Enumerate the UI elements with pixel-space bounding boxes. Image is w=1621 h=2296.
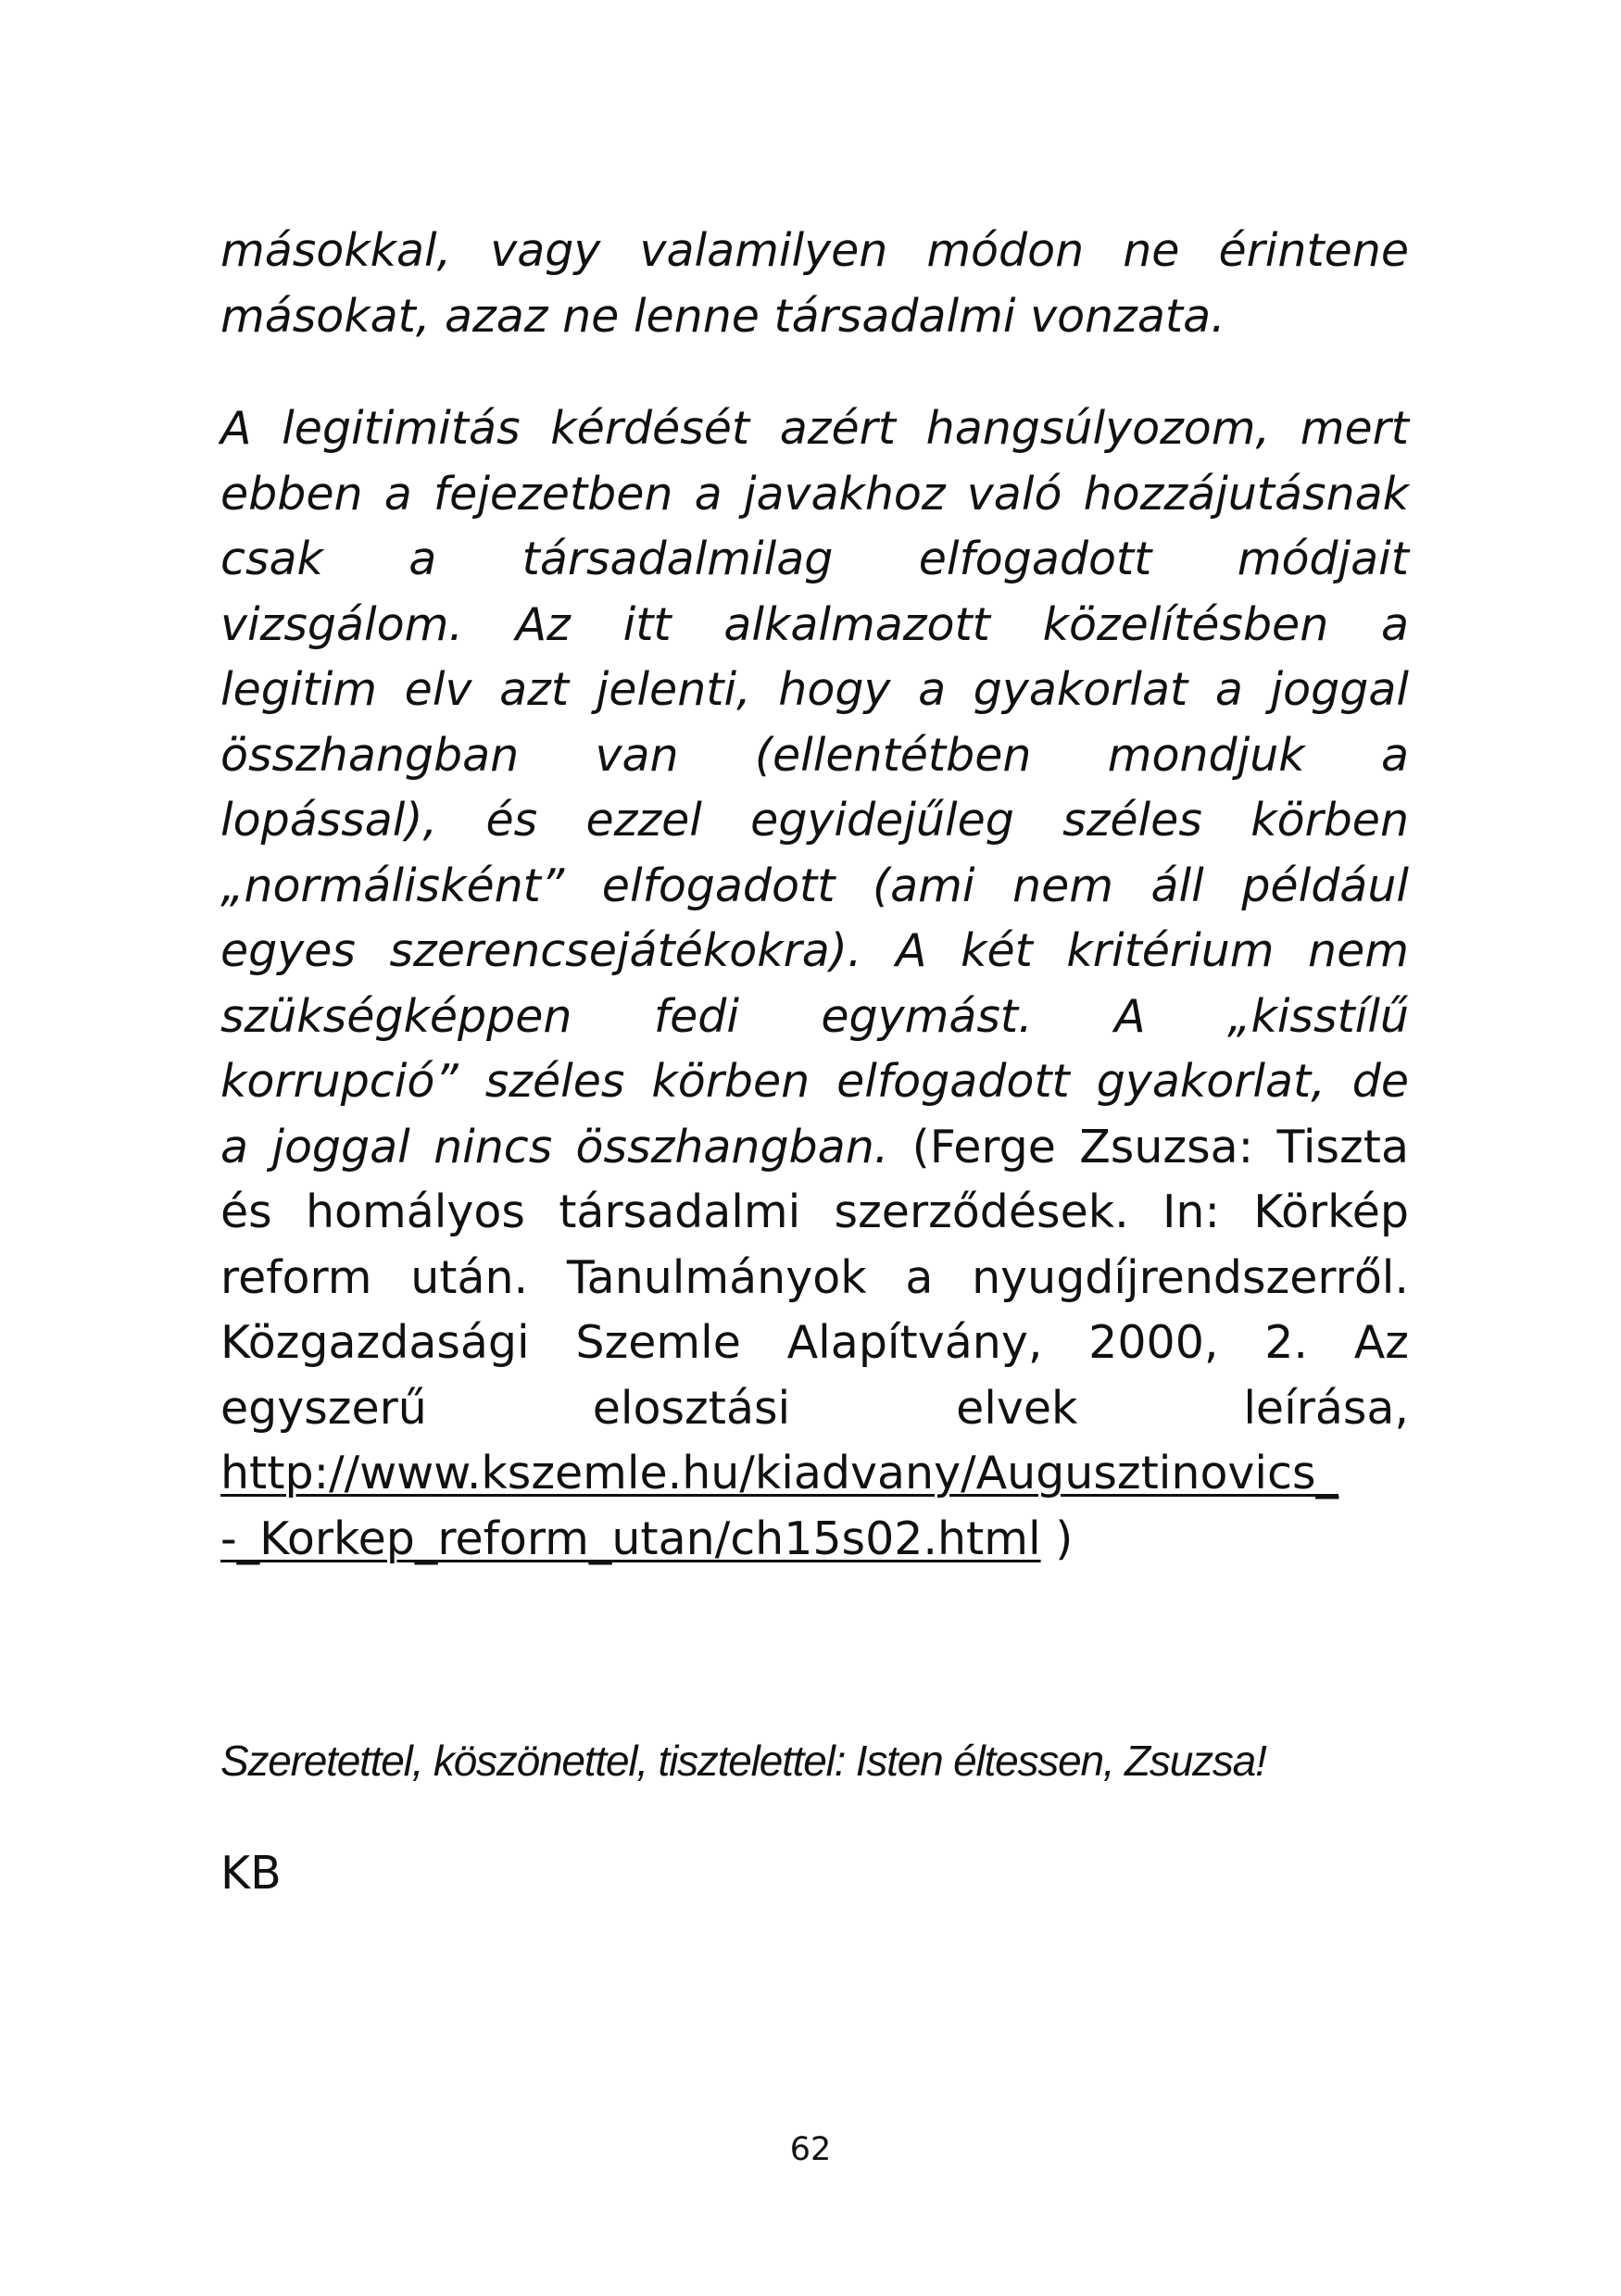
text-line: ebben a fejezetben a javakhoz való hozzájutásnak: [220, 467, 1409, 521]
citation-url-line: [220, 1441, 1409, 1507]
paragraph-2: [220, 396, 1409, 1572]
citation-line: reform után. Tanulmányok a nyugdíjrendszerről.: [220, 1250, 1409, 1304]
paragraph-1: [220, 219, 1409, 349]
text-line: lopással), és ezzel egyidejűleg széles körben: [220, 794, 1409, 847]
text-line: „normálisként” elfogadott (ami nem áll például: [220, 859, 1409, 912]
text-line: összhangban van (ellentétben mondjuk a: [220, 728, 1409, 782]
text-line: legitim elv azt jelenti, hogy a gyakorlat a joggal: [220, 663, 1409, 716]
page-number: 62: [789, 2131, 832, 2168]
text-line: korrupció” széles körben elfogadott gyakorlat, de: [220, 1055, 1409, 1108]
author-initials: KB: [220, 1847, 282, 1900]
citation-link-part-2[interactable]: -_Korkep_reform_utan/ch15s02.html: [220, 1512, 1041, 1565]
citation-link-part-1[interactable]: http://www.kszemle.hu/kiadvany/Augusztinovics_: [220, 1447, 1339, 1499]
citation-close: ): [1040, 1512, 1074, 1565]
text-line-mixed: [220, 1115, 1409, 1181]
citation-line: egyszerű elosztási elvek leírása,: [220, 1381, 1409, 1435]
text-line: A legitimitás kérdését azért hangsúlyozom, mert: [220, 402, 1409, 455]
text-line: szükségképpen fedi egymást. A „kisstílű: [220, 989, 1409, 1043]
citation-line: és homályos társadalmi szerződések. In: Körkép: [220, 1186, 1409, 1238]
text-line: egyes szerencsejátékokra). A két kritérium nem: [220, 924, 1409, 977]
text-line: másokkal, vagy valamilyen módon ne érintene: [220, 224, 1409, 277]
text-line: másokat, azaz ne lenne társadalmi vonzata.: [220, 289, 1225, 343]
closing-greeting: Szeretettel, köszönettel, tisztelettel: Isten éltessen, Zsuzsa!: [220, 1737, 1266, 1785]
citation-line: Közgazdasági Szemle Alapítvány, 2000, 2. Az: [220, 1316, 1409, 1369]
citation-start: (Ferge Zsuzsa: Tiszta: [888, 1120, 1409, 1173]
text-line: vizsgálom. Az itt alkalmazott közelítésben a: [220, 597, 1409, 651]
quote-end: a joggal nincs összhangban.: [220, 1120, 889, 1173]
text-line: csak a társadalmilag elfogadott módjait: [220, 533, 1409, 585]
citation-url-line: [220, 1507, 1409, 1573]
